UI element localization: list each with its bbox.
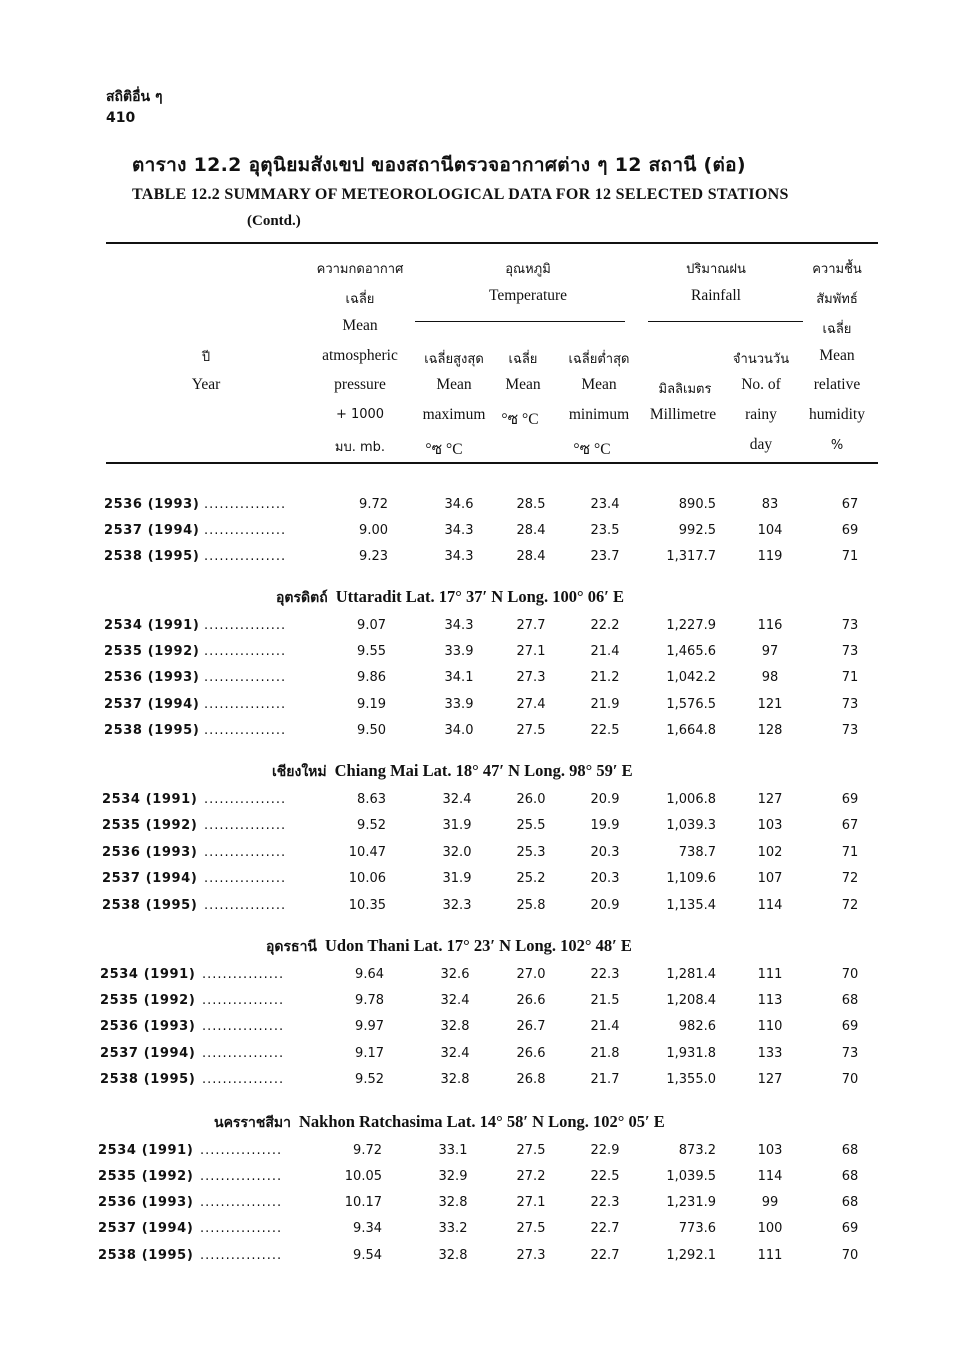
- cell-max: 32.8: [440, 1072, 470, 1087]
- header-min-th: เฉลี่ยต่ำสุด: [568, 352, 630, 367]
- cell-min: 21.4: [590, 1019, 620, 1034]
- table-row: [0, 1169, 966, 1191]
- cell-mean: 25.5: [516, 818, 546, 833]
- cell-rainfall: 1,355.0: [666, 1072, 716, 1087]
- cell-humidity: 72: [841, 898, 859, 913]
- cell-humidity: 70: [841, 967, 859, 982]
- cell-humidity: 73: [841, 618, 859, 633]
- header-days-en3: day: [749, 436, 773, 453]
- cell-max: 34.0: [444, 723, 474, 738]
- leader-dots: ................: [202, 967, 285, 982]
- table-row: [0, 871, 966, 893]
- cell-humidity: 69: [841, 523, 859, 538]
- header-pressure-th1: ความกดอากาศ: [316, 262, 404, 277]
- cell-rainy-days: 100: [757, 1221, 783, 1236]
- cell-min: 22.3: [590, 1195, 620, 1210]
- cell-humidity: 70: [841, 1072, 859, 1087]
- header-pressure-th2: เฉลี่ย: [345, 292, 375, 307]
- cell-pressure: 9.54: [353, 1248, 382, 1263]
- cell-humidity: 68: [841, 1143, 859, 1158]
- cell-rainfall: 1,317.7: [666, 549, 716, 564]
- cell-max: 33.2: [438, 1221, 468, 1236]
- cell-year: 2535 (1992): [104, 644, 200, 659]
- cell-min: 22.9: [590, 1143, 620, 1158]
- cell-min: 22.7: [590, 1248, 620, 1263]
- cell-rainy-days: 83: [761, 497, 779, 512]
- cell-pressure: 9.50: [357, 723, 386, 738]
- header-min-en2: minimum: [568, 406, 630, 423]
- header-min-en1: Mean: [581, 376, 617, 393]
- cell-rainy-days: 98: [761, 670, 779, 685]
- cell-humidity: 69: [841, 1221, 859, 1236]
- cell-min: 23.7: [590, 549, 620, 564]
- cell-year: 2534 (1991): [102, 792, 198, 807]
- cell-mean: 25.2: [516, 871, 546, 886]
- header-mean-en: Mean: [505, 376, 541, 393]
- leader-dots: ................: [200, 1169, 283, 1184]
- cell-mean: 28.4: [516, 523, 546, 538]
- cell-humidity: 73: [841, 723, 859, 738]
- cell-rainy-days: 107: [757, 871, 783, 886]
- cell-rainfall: 992.5: [678, 523, 716, 538]
- table-row: [0, 644, 966, 666]
- temperature-group-rule: [415, 321, 625, 322]
- cell-max: 34.6: [444, 497, 474, 512]
- cell-year: 2537 (1994): [104, 697, 200, 712]
- cell-min: 21.7: [590, 1072, 620, 1087]
- cell-pressure: 8.63: [357, 792, 386, 807]
- cell-min: 22.2: [590, 618, 620, 633]
- leader-dots: ................: [200, 1195, 283, 1210]
- cell-humidity: 73: [841, 644, 859, 659]
- cell-min: 21.9: [590, 697, 620, 712]
- header-temperature-en: Temperature: [488, 287, 568, 304]
- cell-rainfall: 1,576.5: [666, 697, 716, 712]
- cell-max: 32.4: [442, 792, 472, 807]
- header-max-th: เฉลี่ยสูงสุด: [424, 352, 484, 367]
- cell-humidity: 73: [841, 1046, 859, 1061]
- cell-year: 2537 (1994): [100, 1046, 196, 1061]
- cell-mean: 27.5: [516, 1221, 546, 1236]
- cell-pressure: 9.64: [355, 967, 384, 982]
- cell-rainfall: 1,006.8: [666, 792, 716, 807]
- cell-mean: 25.3: [516, 845, 546, 860]
- cell-year: 2534 (1991): [100, 967, 196, 982]
- table-title-thai: ตาราง 12.2 อุตุนิยมสังเขป ของสถานีตรวจอากาศต่าง ๆ 12 สถานี (ต่อ): [132, 154, 746, 176]
- station-name-thai: เชียงใหม่: [272, 764, 327, 780]
- leader-dots: ................: [202, 1019, 285, 1034]
- table-row: [0, 1072, 966, 1094]
- cell-pressure: 9.19: [357, 697, 386, 712]
- table-row: [0, 723, 966, 745]
- page-number: 410: [106, 110, 136, 126]
- cell-mean: 27.3: [516, 670, 546, 685]
- cell-year: 2536 (1993): [104, 497, 200, 512]
- cell-mean: 27.1: [516, 1195, 546, 1210]
- cell-mean: 27.5: [516, 1143, 546, 1158]
- cell-humidity: 67: [841, 818, 859, 833]
- table-row: [0, 1046, 966, 1068]
- cell-min: 21.8: [590, 1046, 620, 1061]
- leader-dots: ................: [200, 1221, 283, 1236]
- cell-pressure: 9.72: [359, 497, 388, 512]
- cell-mean: 26.8: [516, 1072, 546, 1087]
- header-bottom-rule: [106, 462, 878, 464]
- cell-min: 20.3: [590, 871, 620, 886]
- table-row: [0, 1221, 966, 1243]
- cell-humidity: 67: [841, 497, 859, 512]
- cell-humidity: 68: [841, 1195, 859, 1210]
- cell-min: 23.4: [590, 497, 620, 512]
- cell-mean: 27.7: [516, 618, 546, 633]
- header-humidity-en2: relative: [813, 376, 861, 393]
- cell-year: 2538 (1995): [104, 723, 200, 738]
- cell-max: 34.3: [444, 523, 474, 538]
- cell-pressure: 10.05: [344, 1169, 382, 1184]
- cell-rainfall: 1,231.9: [666, 1195, 716, 1210]
- cell-min: 22.7: [590, 1221, 620, 1236]
- header-min-unit: °ซ °C: [573, 441, 611, 458]
- leader-dots: ................: [204, 497, 287, 512]
- cell-rainfall: 1,039.3: [666, 818, 716, 833]
- cell-mean: 27.0: [516, 967, 546, 982]
- cell-rainy-days: 102: [757, 845, 783, 860]
- leader-dots: ................: [202, 1046, 285, 1061]
- table-row: [0, 497, 966, 519]
- cell-rainfall: 1,664.8: [666, 723, 716, 738]
- cell-rainfall: 1,281.4: [666, 967, 716, 982]
- leader-dots: ................: [200, 1143, 283, 1158]
- cell-rainy-days: 119: [757, 549, 783, 564]
- cell-humidity: 71: [841, 670, 859, 685]
- table-row: [0, 618, 966, 640]
- cell-year: 2536 (1993): [104, 670, 200, 685]
- cell-max: 32.6: [440, 967, 470, 982]
- cell-rainfall: 1,109.6: [666, 871, 716, 886]
- cell-min: 22.5: [590, 1169, 620, 1184]
- cell-rainy-days: 99: [761, 1195, 779, 1210]
- leader-dots: ................: [202, 1072, 285, 1087]
- station-heading: [0, 936, 966, 960]
- cell-year: 2535 (1992): [98, 1169, 194, 1184]
- leader-dots: ................: [204, 898, 287, 913]
- cell-pressure: 10.17: [344, 1195, 382, 1210]
- station-name-english: Uttaradit Lat. 17° 37′ N Long. 100° 06′ E: [335, 587, 625, 606]
- table-row: [0, 549, 966, 571]
- cell-max: 32.9: [438, 1169, 468, 1184]
- cell-pressure: 10.35: [348, 898, 386, 913]
- cell-pressure: 9.55: [357, 644, 386, 659]
- cell-year: 2537 (1994): [98, 1221, 194, 1236]
- cell-min: 22.5: [590, 723, 620, 738]
- cell-pressure: 10.47: [348, 845, 386, 860]
- cell-year: 2534 (1991): [104, 618, 200, 633]
- cell-year: 2536 (1993): [98, 1195, 194, 1210]
- leader-dots: ................: [204, 818, 287, 833]
- cell-rainy-days: 97: [761, 644, 779, 659]
- header-pressure-en4: + 1000: [335, 407, 385, 422]
- cell-mean: 26.7: [516, 1019, 546, 1034]
- cell-year: 2536 (1993): [102, 845, 198, 860]
- header-pressure-en1: Mean: [342, 317, 378, 334]
- cell-rainy-days: 127: [757, 1072, 783, 1087]
- cell-mean: 27.2: [516, 1169, 546, 1184]
- station-heading: [0, 761, 966, 785]
- station-name-thai: อุตรดิตถ์: [276, 590, 328, 606]
- leader-dots: ................: [204, 723, 287, 738]
- cell-max: 33.9: [444, 644, 474, 659]
- cell-rainfall: 873.2: [678, 1143, 716, 1158]
- cell-year: 2535 (1992): [102, 818, 198, 833]
- header-mean-unit: °ซ °C: [501, 411, 539, 428]
- cell-max: 32.4: [440, 1046, 470, 1061]
- table-row: [0, 845, 966, 867]
- cell-max: 34.3: [444, 549, 474, 564]
- rainfall-group-rule: [648, 321, 803, 322]
- cell-mean: 26.0: [516, 792, 546, 807]
- header-humidity-en3: humidity: [809, 406, 865, 423]
- cell-year: 2538 (1995): [104, 549, 200, 564]
- cell-max: 32.8: [438, 1248, 468, 1263]
- cell-rainy-days: 113: [757, 993, 783, 1008]
- cell-rainy-days: 110: [757, 1019, 783, 1034]
- leader-dots: ................: [204, 523, 287, 538]
- cell-rainfall: 890.5: [678, 497, 716, 512]
- cell-rainy-days: 103: [757, 1143, 783, 1158]
- header-pressure-en3: pressure: [334, 376, 386, 393]
- cell-rainy-days: 111: [757, 1248, 783, 1263]
- cell-rainfall: 1,292.1: [666, 1248, 716, 1263]
- header-temperature-th: อุณหภูมิ: [505, 262, 551, 277]
- cell-humidity: 69: [841, 792, 859, 807]
- header-mean-th: เฉลี่ย: [508, 352, 538, 367]
- cell-min: 20.9: [590, 792, 620, 807]
- cell-min: 23.5: [590, 523, 620, 538]
- cell-max: 33.9: [444, 697, 474, 712]
- table-row: [0, 967, 966, 989]
- cell-year: 2536 (1993): [100, 1019, 196, 1034]
- cell-max: 33.1: [438, 1143, 468, 1158]
- cell-rainfall: 1,227.9: [666, 618, 716, 633]
- cell-rainfall: 1,208.4: [666, 993, 716, 1008]
- cell-year: 2538 (1995): [100, 1072, 196, 1087]
- station-name-english: Nakhon Ratchasima Lat. 14° 58′ N Long. 102° 05′ E: [298, 1112, 665, 1131]
- cell-max: 32.0: [442, 845, 472, 860]
- cell-max: 31.9: [442, 818, 472, 833]
- cell-humidity: 72: [841, 871, 859, 886]
- header-max-unit: °ซ °C: [425, 441, 463, 458]
- cell-rainy-days: 111: [757, 967, 783, 982]
- header-humidity-th3: เฉลี่ย: [822, 322, 852, 337]
- cell-max: 32.4: [440, 993, 470, 1008]
- header-pressure-en2: atmospheric: [322, 347, 398, 364]
- cell-min: 20.9: [590, 898, 620, 913]
- leader-dots: ................: [204, 549, 287, 564]
- header-days-en2: rainy: [745, 406, 777, 423]
- table-row: [0, 898, 966, 920]
- cell-rainy-days: 114: [757, 1169, 783, 1184]
- cell-max: 32.8: [440, 1019, 470, 1034]
- table-row: [0, 697, 966, 719]
- leader-dots: ................: [204, 644, 287, 659]
- cell-max: 34.3: [444, 618, 474, 633]
- cell-rainfall: 1,042.2: [666, 670, 716, 685]
- running-header: สถิติอื่น ๆ: [106, 89, 163, 105]
- leader-dots: ................: [200, 1248, 283, 1263]
- cell-pressure: 10.06: [348, 871, 386, 886]
- header-year-en: Year: [191, 376, 221, 393]
- cell-pressure: 9.86: [357, 670, 386, 685]
- cell-rainy-days: 114: [757, 898, 783, 913]
- cell-pressure: 9.78: [355, 993, 384, 1008]
- cell-humidity: 71: [841, 549, 859, 564]
- cell-year: 2537 (1994): [104, 523, 200, 538]
- cell-mean: 28.5: [516, 497, 546, 512]
- header-max-en1: Mean: [436, 376, 472, 393]
- leader-dots: ................: [204, 670, 287, 685]
- cell-rainy-days: 121: [757, 697, 783, 712]
- cell-rainfall: 1,931.8: [666, 1046, 716, 1061]
- table-row: [0, 1143, 966, 1165]
- cell-pressure: 9.72: [353, 1143, 382, 1158]
- cell-pressure: 9.34: [353, 1221, 382, 1236]
- cell-min: 21.5: [590, 993, 620, 1008]
- cell-pressure: 9.52: [357, 818, 386, 833]
- cell-humidity: 71: [841, 845, 859, 860]
- station-name-english: Chiang Mai Lat. 18° 47′ N Long. 98° 59′ E: [334, 761, 633, 780]
- cell-pressure: 9.97: [355, 1019, 384, 1034]
- cell-rainfall: 1,135.4: [666, 898, 716, 913]
- table-row: [0, 993, 966, 1015]
- table-row: [0, 670, 966, 692]
- leader-dots: ................: [204, 845, 287, 860]
- header-humidity-unit: %: [830, 438, 844, 453]
- table-row: [0, 818, 966, 840]
- cell-min: 19.9: [590, 818, 620, 833]
- cell-pressure: 9.00: [359, 523, 388, 538]
- leader-dots: ................: [202, 993, 285, 1008]
- station-heading: [0, 1112, 966, 1136]
- table-top-rule: [106, 242, 878, 244]
- cell-humidity: 70: [841, 1248, 859, 1263]
- leader-dots: ................: [204, 871, 287, 886]
- cell-year: 2537 (1994): [102, 871, 198, 886]
- cell-humidity: 68: [841, 1169, 859, 1184]
- table-row: [0, 1019, 966, 1041]
- cell-mean: 27.3: [516, 1248, 546, 1263]
- cell-humidity: 73: [841, 697, 859, 712]
- header-days-en1: No. of: [741, 376, 781, 393]
- table-title-contd: (Contd.): [247, 213, 301, 229]
- table-row: [0, 1195, 966, 1217]
- header-year-th: ปี: [201, 350, 211, 365]
- cell-rainfall: 982.6: [678, 1019, 716, 1034]
- cell-mean: 26.6: [516, 1046, 546, 1061]
- cell-max: 34.1: [444, 670, 474, 685]
- cell-humidity: 68: [841, 993, 859, 1008]
- cell-rainfall: 738.7: [678, 845, 716, 860]
- cell-pressure: 9.07: [357, 618, 386, 633]
- cell-year: 2538 (1995): [102, 898, 198, 913]
- cell-rainy-days: 128: [757, 723, 783, 738]
- station-heading: [0, 587, 966, 611]
- cell-humidity: 69: [841, 1019, 859, 1034]
- cell-rainy-days: 127: [757, 792, 783, 807]
- table-row: [0, 523, 966, 545]
- cell-min: 20.3: [590, 845, 620, 860]
- header-humidity-th2: สัมพัทธ์: [816, 292, 858, 307]
- cell-pressure: 9.52: [355, 1072, 384, 1087]
- cell-rainfall: 773.6: [678, 1221, 716, 1236]
- header-rainfall-en: Rainfall: [691, 287, 741, 304]
- table-row: [0, 1248, 966, 1270]
- cell-mean: 26.6: [516, 993, 546, 1008]
- cell-min: 21.4: [590, 644, 620, 659]
- header-humidity-th1: ความชื้น: [812, 262, 862, 277]
- cell-mean: 27.1: [516, 644, 546, 659]
- cell-mean: 28.4: [516, 549, 546, 564]
- cell-pressure: 9.17: [355, 1046, 384, 1061]
- cell-rainfall: 1,465.6: [666, 644, 716, 659]
- cell-min: 22.3: [590, 967, 620, 982]
- cell-rainy-days: 116: [757, 618, 783, 633]
- cell-max: 31.9: [442, 871, 472, 886]
- cell-rainy-days: 104: [757, 523, 783, 538]
- cell-max: 32.8: [438, 1195, 468, 1210]
- cell-year: 2534 (1991): [98, 1143, 194, 1158]
- leader-dots: ................: [204, 697, 287, 712]
- leader-dots: ................: [204, 792, 287, 807]
- table-row: [0, 792, 966, 814]
- header-max-en2: maximum: [422, 406, 486, 423]
- cell-rainfall: 1,039.5: [666, 1169, 716, 1184]
- cell-pressure: 9.23: [359, 549, 388, 564]
- cell-mean: 27.4: [516, 697, 546, 712]
- cell-min: 21.2: [590, 670, 620, 685]
- cell-max: 32.3: [442, 898, 472, 913]
- header-days-th: จำนวนวัน: [732, 352, 790, 367]
- header-pressure-unit: มบ. mb.: [334, 440, 386, 455]
- station-name-thai: นครราชสีมา: [214, 1115, 291, 1131]
- table-title-english: TABLE 12.2 SUMMARY OF METEOROLOGICAL DATA FOR 12 SELECTED STATIONS: [132, 186, 789, 203]
- cell-year: 2535 (1992): [100, 993, 196, 1008]
- leader-dots: ................: [204, 618, 287, 633]
- cell-rainy-days: 103: [757, 818, 783, 833]
- station-name-english: Udon Thani Lat. 17° 23′ N Long. 102° 48′ E: [325, 936, 632, 955]
- cell-mean: 25.8: [516, 898, 546, 913]
- cell-rainy-days: 133: [757, 1046, 783, 1061]
- cell-year: 2538 (1995): [98, 1248, 194, 1263]
- cell-mean: 27.5: [516, 723, 546, 738]
- station-name-thai: อุดรธานี: [266, 939, 317, 955]
- header-mm-en: Millimetre: [649, 406, 717, 423]
- header-rainfall-th: ปริมาณฝน: [686, 262, 746, 277]
- header-mm-th: มิลลิเมตร: [658, 382, 712, 397]
- header-humidity-en1: Mean: [819, 347, 855, 364]
